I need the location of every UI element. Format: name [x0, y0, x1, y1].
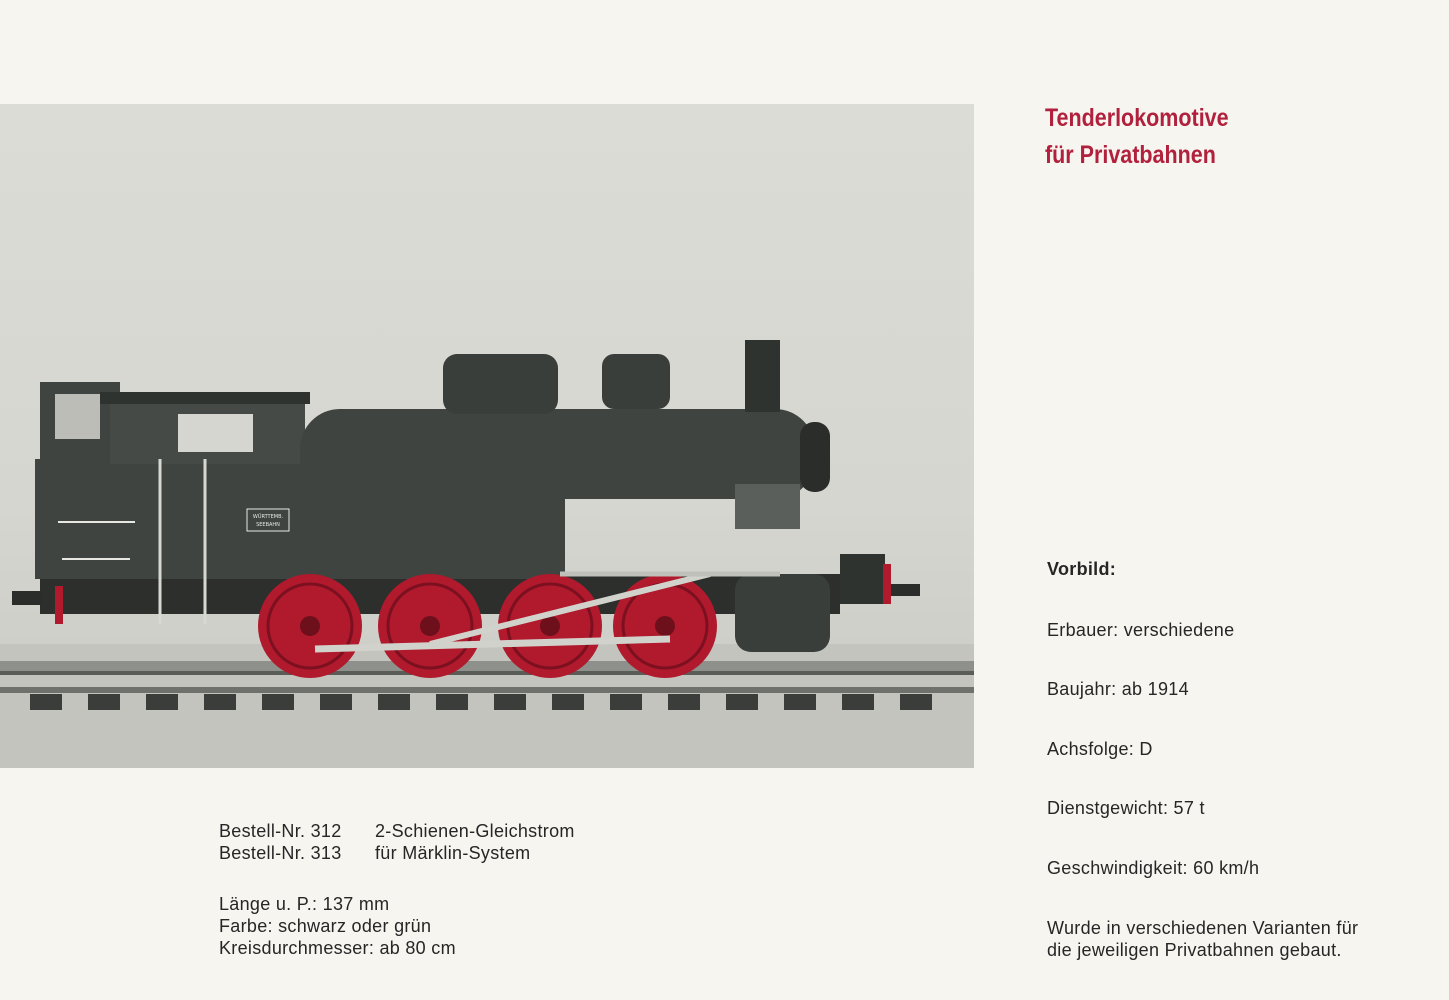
order-row	[219, 842, 575, 864]
axle-arrangement-text: Achsfolge: D	[1047, 739, 1153, 759]
radius-text: Kreisdurchmesser: ab 80 cm	[219, 938, 456, 958]
title-line-1: Tenderlokomotive	[1045, 104, 1229, 132]
title-line-2: für Privatbahnen	[1045, 141, 1216, 169]
speed-text: Geschwindigkeit: 60 km/h	[1047, 858, 1260, 878]
build-year-text: Baujahr: ab 1914	[1047, 679, 1189, 699]
order-row	[219, 820, 575, 842]
order-system: für Märklin-System	[375, 843, 531, 863]
note-line-1: Wurde in verschiedenen Varianten für	[1047, 918, 1359, 938]
service-weight-text: Dienstgewicht: 57 t	[1047, 798, 1205, 818]
order-number: Bestell-Nr. 313	[219, 843, 342, 863]
order-number: Bestell-Nr. 312	[219, 821, 342, 841]
page-title	[1045, 100, 1372, 174]
plate-line-2: SEEBAHN	[256, 522, 280, 528]
locomotive-illustration	[0, 104, 974, 768]
note-line-2: die jeweiligen Privatbahnen gebaut.	[1047, 940, 1342, 960]
variant-note	[1047, 917, 1358, 961]
color-text: Farbe: schwarz oder grün	[219, 916, 432, 936]
builder-text: Erbauer: verschiedene	[1047, 620, 1235, 640]
prototype-label: Vorbild:	[1047, 559, 1117, 579]
order-system: 2-Schienen-Gleichstrom	[375, 821, 575, 841]
plate-line-1: WÜRTTEMB.	[252, 514, 284, 520]
order-numbers	[219, 820, 575, 864]
locomotive-photo	[0, 104, 974, 768]
model-details	[219, 893, 456, 959]
length-text: Länge u. P.: 137 mm	[219, 894, 390, 914]
